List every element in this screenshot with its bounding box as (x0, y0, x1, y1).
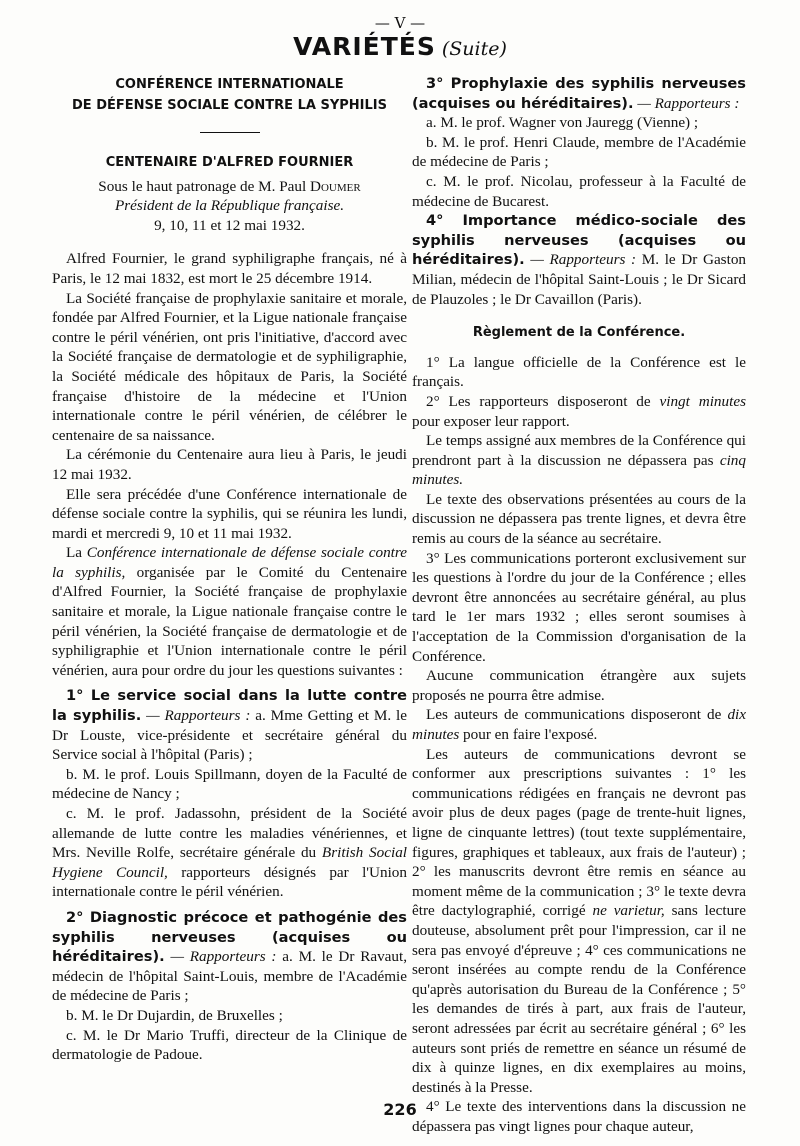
section-title-suite: (Suite) (441, 38, 507, 60)
text-run: pour en faire l'exposé. (459, 726, 598, 743)
text-run: a. M. le Dr Ravaut, médecin de l'hôpital Saint-Louis, membre de l'Académie de médecine de Paris ; (52, 948, 408, 1005)
paragraph (52, 804, 407, 902)
agenda-item-2 (52, 908, 407, 1006)
section-title-main: VARIÉTÉS (293, 32, 436, 61)
patronage-text: Sous le haut patronage de M. Paul (98, 177, 307, 195)
agenda-item-4 (412, 211, 746, 309)
agenda-item-title: 2° Diagnostic précoce et pathogénie des syphilis nerveuses (acquises ou héréditaires). (52, 908, 407, 966)
paragraph: c. M. le Dr Mario Truffi, directeur de la Clinique de dermatologie de Padoue. (52, 1026, 407, 1064)
paragraph: 3° Les communications porteront exclusivement sur les questions à l'ordre du jour de la Conférence ; elles devront être annoncées au secrétaire général, au plus tard le 1er mars 1932 ; elles seront soumises à l'acceptation de la Commission d'organisation de la Conférence. (412, 549, 746, 665)
paragraph (412, 431, 746, 490)
paragraph: b. M. le prof. Louis Spillmann, doyen de la Faculté de médecine de Nancy ; (52, 765, 407, 803)
text-run: a. Mme Getting et M. le Dr Louste, vice-présidente et secrétaire général du Service social à l'hôpital (Paris) ; (52, 707, 408, 764)
italic-run: cinq minutes. (412, 451, 746, 489)
centenaire-heading: CENTENAIRE D'ALFRED FOURNIER (105, 155, 354, 170)
text-run: c. M. le prof. Jadassohn, président de la Société allemande de lutte contre les maladies vénériennes, et Mrs. Neville Rolfe, secrétaire générale du (52, 805, 407, 862)
paragraph: 4° Le texte des interventions dans la discussion ne dépassera pas vingt lignes pour chaque auteur, (412, 1098, 746, 1135)
paragraph: Alfred Fournier, le grand syphiligraphe français, né à Paris, le 12 mai 1832, est mort le 25 décembre 1914. (52, 250, 407, 287)
text-run: 2° Les rapporteurs disposeront de (426, 392, 660, 410)
divider-rule (200, 132, 260, 133)
text-run: Le temps assigné aux membres de la Conférence qui prendront part à la discussion ne dépassera pas (412, 432, 746, 469)
paragraph: La cérémonie du Centenaire aura lieu à Paris, le jeudi 12 mai 1932. (52, 446, 407, 483)
conference-heading-line2: DE DÉFENSE SOCIALE CONTRE LA SYPHILIS (72, 98, 387, 113)
paragraph (52, 543, 407, 680)
page-number: 226 (383, 1100, 417, 1119)
text-run: Les auteurs de communications disposeront de (426, 706, 728, 724)
paragraph: Elle sera précédée d'une Conférence internationale de défense sociale contre la syphilis, qui se réunira les lundi, mardi et mercredi 9, 10 et 11 mai 1932. (52, 485, 407, 542)
paragraph: 1° La langue officielle de la Conférence est le français. (412, 353, 746, 391)
text-run: organisée par le Comité du Centenaire d'Alfred Fournier, la Société française de prophylaxie sanitaire et morale, la Ligue nationale française contre le péril vénérien, la Société française de dermatologie et de syphiligraphie et l'Union internationale contre le péril vénérien, aura pour ordre du jour les questions suivantes : (52, 563, 407, 679)
rapporteurs-label: — Rapporteurs : (530, 251, 637, 269)
italic-run: Conférence internationale de défense sociale contre la syphilis, (52, 544, 407, 581)
paragraph: Le texte des observations présentées au cours de la discussion ne dépassera pas trente lignes, et devra être remis au cours de la séance au secrétaire. (412, 490, 746, 548)
agenda-item-3 (412, 74, 746, 113)
paragraph: Aucune communication étrangère aux sujets proposés ne pourra être admise. (412, 667, 746, 704)
text-run: Les auteurs de communications devront se conformer aux prescriptions suivantes : 1° les communications rédigées en français ne devront pas avoir plus de deux pages (page de trente-huit lignes, ligne de cinquante lettres) (tout texte supplémentaire, figures, graphiques et tableaux, aux frais de l'auteur) ; 2° les manuscrits devront être remis en séance au moment même de la communication ; 3° le texte devra être dactylographié, corrigé (412, 745, 746, 920)
text-run: sans lecture douteuse, absolument prêt pour l'impression, car il ne sera pas envoyé d'épreuve ; 4° ces communications ne seront insérées au compte rendu de la Conférence qu'après autorisation du Bureau de la Conférence ; 5° les demandes de tirés à part, aux frais de l'auteur, seront adressées par écrit au secrétaire général ; 6° les auteurs sont priés de remettre en séance un résumé de dix à quinze lignes, en dix exemplaires au moins, destinés à la Presse. (412, 902, 746, 1096)
italic-run: dix minutes (412, 706, 746, 743)
italic-run: vingt minutes (659, 392, 746, 410)
agenda-item-title: 1° Le service social dans la lutte contre la syphilis. (52, 687, 407, 725)
agenda-item-1 (52, 686, 407, 764)
paragraph: a. M. le prof. Wagner von Jauregg (Vienne) ; (426, 114, 699, 132)
rapporteurs-label: — Rapporteurs : (170, 948, 277, 966)
section-title (0, 32, 800, 61)
text-run: La (66, 544, 87, 562)
conference-dates: 9, 10, 11 et 12 mai 1932. (154, 216, 305, 234)
text-run: rapporteurs désignés par l'Union internationale contre le péril vénérien. (52, 863, 407, 901)
patronage-name: Doumer (310, 177, 361, 195)
right-column (412, 74, 746, 1136)
italic-run: ne varietur, (592, 902, 665, 920)
rapporteurs-label: — Rapporteurs : (637, 94, 740, 112)
paragraph: La Société française de prophylaxie sanitaire et morale, fondée par Alfred Fournier, et la Ligue nationale française contre le péril vénérien, ont pris l'initiative, d'accord avec la Société française de dermatologie et de syphiligraphie, la Société médicale des hôpitaux de Paris, la Société française d'histoire de la médecine et l'Union internationale contre le péril vénérien, de célébrer le centenaire de sa naissance. (52, 289, 407, 444)
text-run: pour exposer leur rapport. (412, 412, 570, 430)
paragraph: b. M. le Dr Dujardin, de Bruxelles ; (66, 1006, 283, 1024)
text-run: M. le Dr Gaston Milian, médecin de l'hôpital Saint-Louis ; le Dr Sicard de Plauzoles ; le Dr Cavaillon (Paris). (412, 251, 747, 308)
patronage-line (52, 177, 407, 197)
patronage-title: Président de la République française. (114, 197, 345, 215)
paragraph (412, 745, 746, 1098)
rapporteurs-label: — Rapporteurs : (146, 707, 251, 725)
agenda-item-title: 3° Prophylaxie des syphilis nerveuses (acquises ou héréditaires). (412, 75, 746, 112)
paragraph: b. M. le prof. Henri Claude, membre de l'Académie de médecine de Paris ; (412, 133, 746, 171)
italic-run: British Social Hygiene Council, (52, 844, 408, 881)
reglement-heading: Règlement de la Conférence. (472, 325, 686, 341)
conference-heading-line1: CONFÉRENCE INTERNATIONALE (115, 77, 344, 92)
paragraph (412, 705, 746, 744)
left-column (52, 74, 407, 1065)
paragraph (412, 392, 746, 431)
agenda-item-title: 4° Importance médico-sociale des syphilis nerveuses (acquises ou héréditaires). (412, 212, 746, 269)
page-roman-numeral: — V — (374, 14, 426, 32)
paragraph: c. M. le prof. Nicolau, professeur à la Faculté de médecine de Bucarest. (412, 172, 746, 210)
